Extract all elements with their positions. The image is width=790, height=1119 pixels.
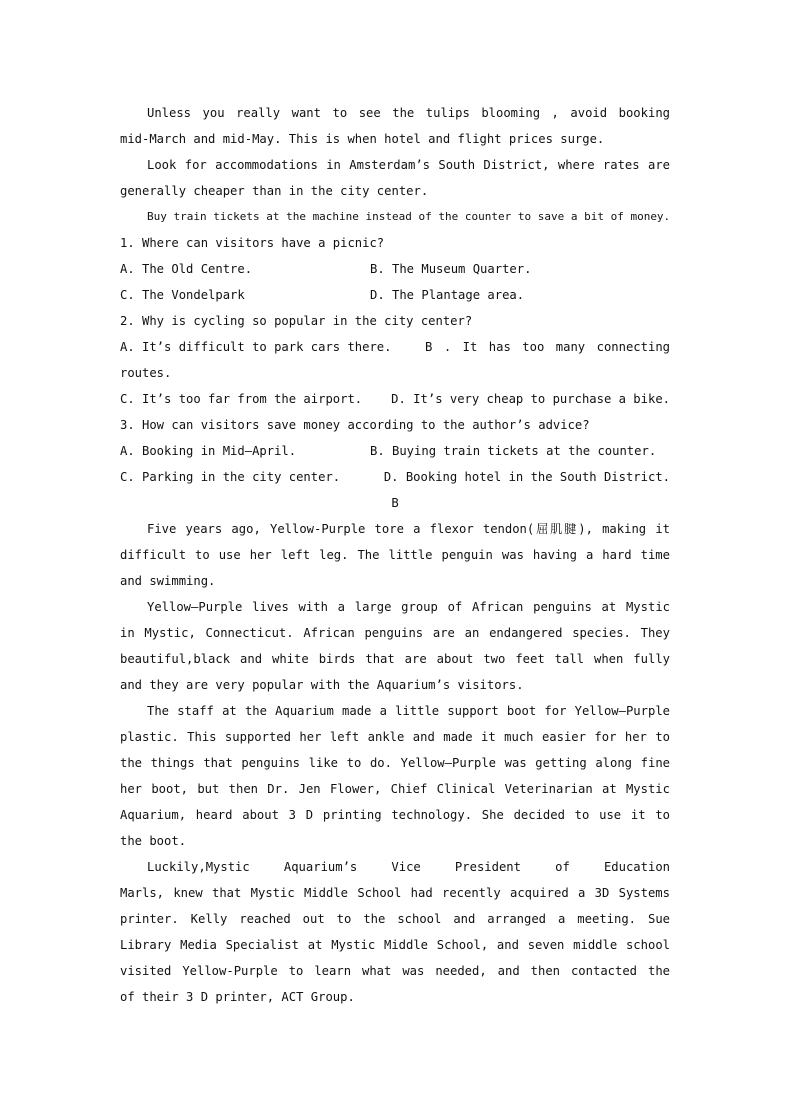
passage-b-p3-line-2: plastic. This supported her left ankle and made it much easier for her to bbox=[120, 730, 670, 744]
passage-b-p4-line-5: visited Yellow-Purple to learn what was needed, and then contacted the bbox=[120, 964, 670, 978]
question-1-options-row-1 bbox=[120, 256, 670, 282]
question-2-option-b: B . It has too many connecting bbox=[425, 340, 670, 354]
question-1: 1. Where can visitors have a picnic? bbox=[120, 236, 385, 250]
question-2: 2. Why is cycling so popular in the city center? bbox=[120, 314, 473, 328]
passage-b-p4-line-1: Luckily,Mystic Aquarium’s Vice President of Education bbox=[147, 860, 670, 874]
passage-b-p3-line-4: her boot, but then Dr. Jen Flower, Chief Clinical Veterinarian at Mystic bbox=[120, 782, 670, 796]
passage-b-p3-line-5: Aquarium, heard about 3 D printing technology. She decided to use it to bbox=[120, 808, 670, 822]
question-2-option-d: D. It’s very cheap to purchase a bike. bbox=[391, 392, 670, 406]
tip-3-line-1: Buy train tickets at the machine instead of the counter to save a bit of money. bbox=[147, 210, 670, 223]
question-3-option-a: A. Booking in Mid—April. bbox=[120, 444, 297, 458]
tip-1-line-2: mid-March and mid-May. This is when hotel and flight prices surge. bbox=[120, 132, 605, 146]
question-1-options-row-2 bbox=[120, 282, 670, 308]
tip-2-line-2: generally cheaper than in the city center. bbox=[120, 184, 429, 198]
question-2-option-a: A. It’s difficult to park cars there. bbox=[120, 340, 392, 354]
question-3-option-c: C. Parking in the city center. bbox=[120, 470, 341, 484]
passage-b-p4-line-3: printer. Kelly reached out to the school and arranged a meeting. Sue bbox=[120, 912, 670, 926]
passage-b-heading: B bbox=[391, 496, 399, 510]
passage-b-p1-line-1: Five years ago, Yellow-Purple tore a flexor tendon(屈肌腱), making it bbox=[147, 522, 670, 536]
question-3-option-b: B. Buying train tickets at the counter. bbox=[370, 444, 657, 458]
passage-b-p2-line-4: and they are very popular with the Aquarium’s visitors. bbox=[120, 678, 524, 692]
question-1-option-b: B. The Museum Quarter. bbox=[370, 262, 532, 276]
passage-b-p3-line-6: the boot. bbox=[120, 834, 187, 848]
passage-b-p2-line-1: Yellow—Purple lives with a large group of African penguins at Mystic bbox=[147, 600, 670, 614]
question-2-options-row-1 bbox=[120, 334, 670, 360]
question-1-option-a: A. The Old Centre. bbox=[120, 262, 253, 276]
document-content bbox=[120, 100, 670, 1010]
question-2-options-row-2 bbox=[120, 386, 670, 412]
tip-1-line-1: Unless you really want to see the tulips blooming , avoid booking bbox=[147, 106, 670, 120]
question-3-option-d: D. Booking hotel in the South District. bbox=[383, 470, 670, 484]
passage-b-p4-line-2: Marls, knew that Mystic Middle School had recently acquired a 3D Systems bbox=[120, 886, 670, 900]
passage-b-p2-line-2: in Mystic, Connecticut. African penguins are an endangered species. They bbox=[120, 626, 670, 640]
passage-b-p2-line-3: beautiful,black and white birds that are about two feet tall when fully bbox=[120, 652, 670, 666]
question-3: 3. How can visitors save money according to the author’s advice? bbox=[120, 418, 590, 432]
passage-b-p1-line-3: and swimming. bbox=[120, 574, 216, 588]
passage-b-p1-line-2: difficult to use her left leg. The little penguin was having a hard time bbox=[120, 548, 670, 562]
tip-2-line-1: Look for accommodations in Amsterdam’s South District, where rates are bbox=[147, 158, 670, 172]
question-3-options-row-1 bbox=[120, 438, 670, 464]
question-2-option-b-continued: routes. bbox=[120, 366, 172, 380]
question-2-option-c: C. It’s too far from the airport. bbox=[120, 392, 363, 406]
passage-b-p3-line-1: The staff at the Aquarium made a little support boot for Yellow—Purple bbox=[147, 704, 670, 718]
passage-b-p3-line-3: the things that penguins like to do. Yellow—Purple was getting along fine bbox=[120, 756, 670, 770]
passage-b-p4-line-4: Library Media Specialist at Mystic Middle School, and seven middle school bbox=[120, 938, 670, 952]
question-1-option-d: D. The Plantage area. bbox=[370, 288, 525, 302]
question-3-options-row-2 bbox=[120, 464, 670, 490]
passage-b-p4-line-6: of their 3 D printer, ACT Group. bbox=[120, 990, 355, 1004]
question-1-option-c: C. The Vondelpark bbox=[120, 288, 245, 302]
